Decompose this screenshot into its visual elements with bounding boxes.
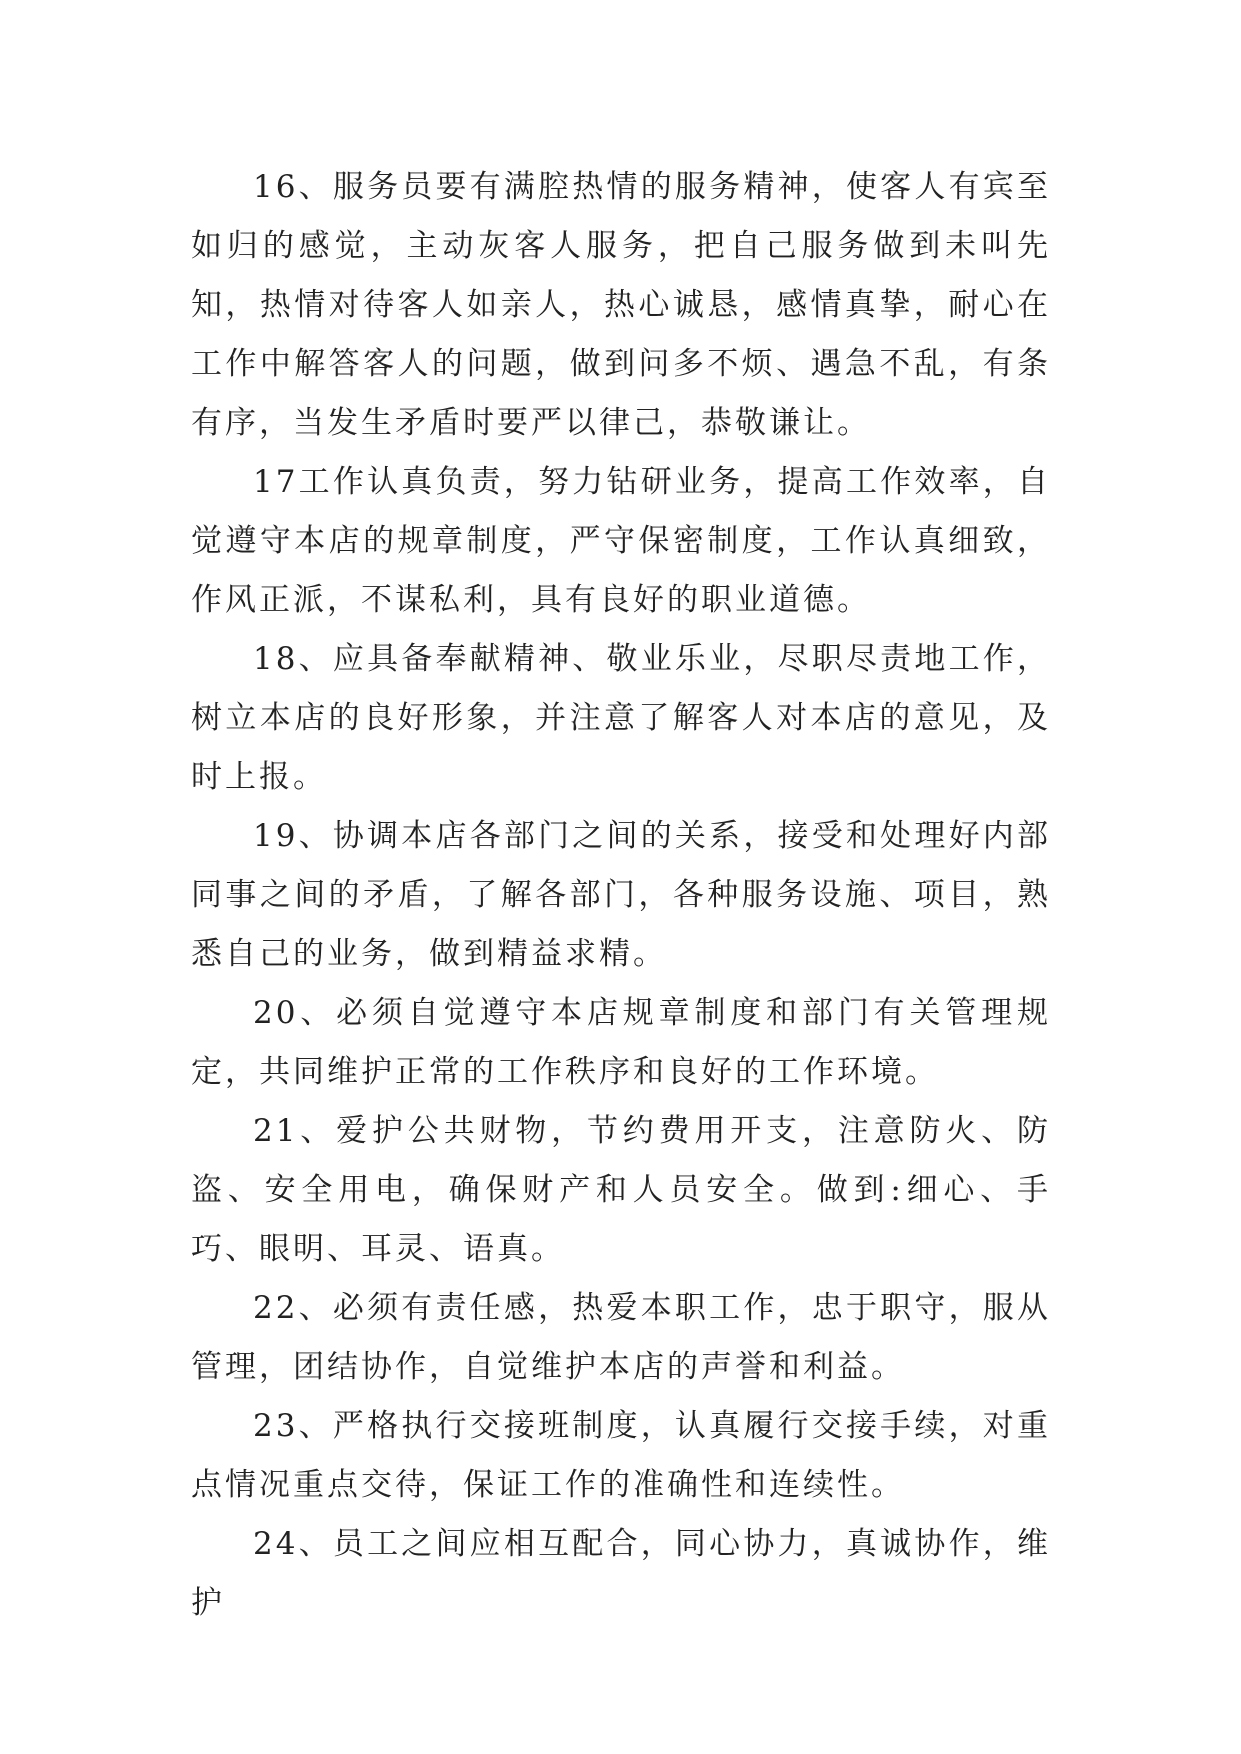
document-body [191,158,1051,1633]
paragraph-23: 23、严格执行交接班制度，认真履行交接手续，对重点情况重点交待，保证工作的准确性和连续性。 [191,1408,1051,1503]
paragraph-24: 24、员工之间应相互配合，同心协力，真诚协作，维护 [191,1526,1051,1621]
paragraph-21: 21、爱护公共财物，节约费用开支，注意防火、防盗、安全用电，确保财产和人员安全。做到:细心、手巧、眼明、耳灵、语真。 [191,1113,1051,1267]
paragraph-20: 20、必须自觉遵守本店规章制度和部门有关管理规定，共同维护正常的工作秩序和良好的工作环境。 [191,995,1051,1090]
paragraph-16: 16、服务员要有满腔热情的服务精神，使客人有宾至如归的感觉，主动灰客人服务，把自己服务做到未叫先知，热情对待客人如亲人，热心诚恳，感情真挚，耐心在工作中解答客人的问题，做到问多不烦、遇急不乱，有条有序，当发生矛盾时要严以律己，恭敬谦让。 [191,169,1051,441]
paragraph-17: 17工作认真负责，努力钻研业务，提高工作效率，自觉遵守本店的规章制度，严守保密制度，工作认真细致，作风正派，不谋私利，具有良好的职业道德。 [191,464,1051,618]
paragraph-18: 18、应具备奉献精神、敬业乐业，尽职尽责地工作，树立本店的良好形象，并注意了解客人对本店的意见，及时上报。 [191,641,1051,795]
paragraph-19: 19、协调本店各部门之间的关系，接受和处理好内部同事之间的矛盾，了解各部门，各种服务设施、项目，熟悉自己的业务，做到精益求精。 [191,818,1051,972]
paragraph-22: 22、必须有责任感，热爱本职工作，忠于职守，服从管理，团结协作，自觉维护本店的声誉和利益。 [191,1290,1051,1385]
